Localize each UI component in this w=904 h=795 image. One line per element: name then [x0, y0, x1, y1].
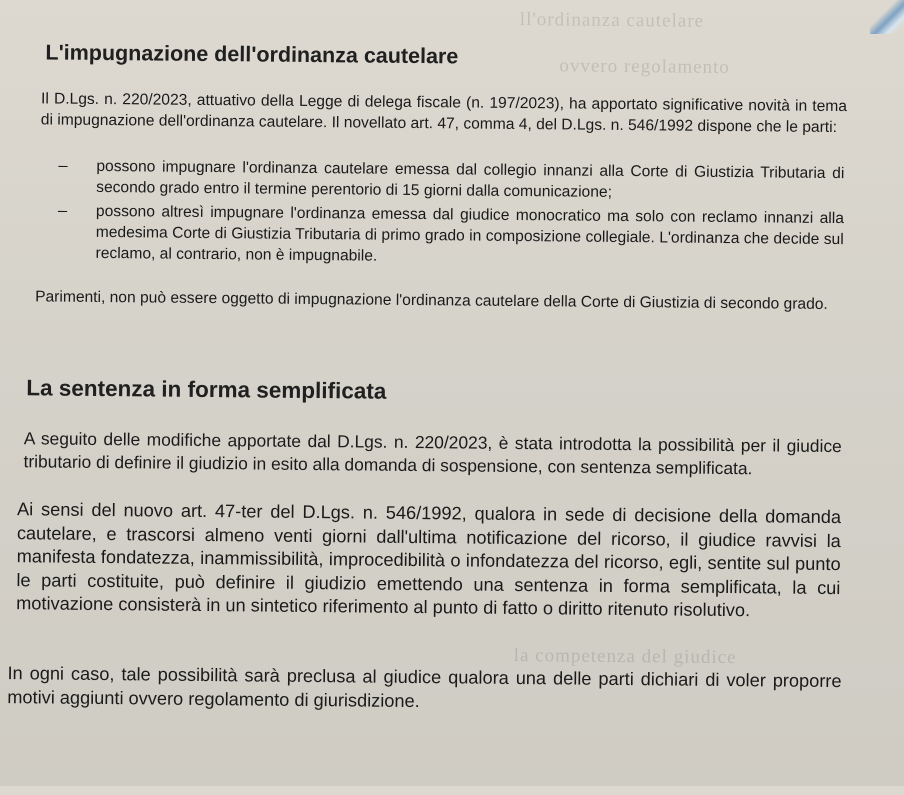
bullet-item-collegio: possono impugnare l'ordinanza cautelare emessa dal collegio innanzi alla Corte di Giustizia Tributaria di secondo grado entro il termine perentorio di 15 giorni dalla comunicazione;: [96, 157, 845, 201]
intro-paragraph: Il D.Lgs. n. 220/2023, attuativo della Legge di delega fiscale (n. 197/2023), ha apportato significative novità in tema di impugnazione dell'ordinanza cautelare. Il novellato art. 47, comma 4, del D.Lgs. n. 546/1992 dispone che le parti:: [40, 90, 848, 137]
sentenza-paragraph-3: In ogni caso, tale possibilità sarà preclusa al giudice qualora una delle parti dichiari di voler proporre motivi aggiunti ovvero regolamento di giurisdizione.: [7, 663, 842, 711]
bullet-marker: –: [57, 200, 68, 220]
bleed-through-text: la competenza del giudice: [513, 644, 737, 669]
sentenza-paragraph-1: A seguito delle modifiche apportate dal D.Lgs. n. 220/2023, è stata introdotta la possibilità per il giudice tributario di definire il giudizio in esito alla domanda di sospensione, con sentenza semplificata.: [23, 428, 842, 479]
bleed-through-text: ll'ordinanza cautelare: [519, 8, 705, 32]
page-corner-decoration: [870, 0, 904, 34]
bullet-marker: –: [58, 155, 68, 175]
section-title-sentenza: La sentenza in forma semplificata: [26, 375, 387, 404]
section-title-impugnazione: L'impugnazione dell'ordinanza cautelare: [45, 40, 459, 69]
bullet-item-monocratico: possono altresì impugnare l'ordinanza emessa dal giudice monocratico ma solo con reclamo innanzi alla medesima Corte di Giustizia Tributaria di primo grado in composizione collegiale. L'ordinanza che decide sul reclamo, al contrario, non è impugnabile.: [95, 202, 845, 265]
closing-paragraph: Parimenti, non può essere oggetto di impugnazione l'ordinanza cautelare della Corte di Giustizia di secondo grado.: [35, 288, 828, 313]
bleed-through-text: ovvero regolamento: [559, 55, 730, 79]
sentenza-paragraph-2: Ai sensi del nuovo art. 47-ter del D.Lgs. n. 546/1992, qualora in sede di decisione della domanda cautelare, e trascorsi almeno venti giorni dall'ultima notificazione del ricorso, il giudice ravvisi la manifesta fondatezza, inammissibilità, improcedibilità o infondatezza del ricorso, egli, sentite sul punto le parti costituite, può definire il giudizio emettendo una sentenza in forma semplificata, la cui motivazione consisterà in un sintetico riferimento al punto di fatto o diritto ritenuto risolutivo.: [16, 499, 842, 621]
